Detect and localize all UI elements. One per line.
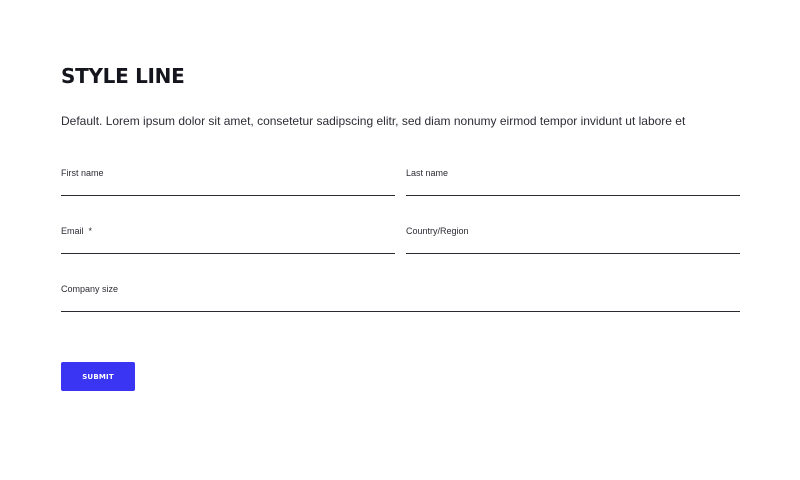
email-input[interactable] [61, 239, 395, 254]
company-size-label: Company size [61, 284, 119, 294]
country-field [406, 225, 740, 259]
first-name-field [61, 167, 395, 201]
company-size-input[interactable] [61, 297, 740, 312]
first-name-label: First name [61, 168, 104, 178]
email-label: Email [61, 226, 84, 236]
form-description: Default. Lorem ipsum dolor sit amet, consetetur sadipscing elitr, sed diam nonumy eirmod tempor invidunt ut labore et [61, 114, 686, 128]
email-field [61, 225, 395, 259]
company-size-field [61, 283, 740, 317]
form-title: STYLE LINE [61, 64, 185, 88]
required-marker: * [88, 226, 93, 236]
first-name-input[interactable] [61, 181, 395, 196]
submit-button[interactable]: SUBMIT [61, 362, 135, 391]
form-container [61, 0, 740, 480]
country-label: Country/Region [406, 226, 469, 236]
email-label-wrap [61, 225, 92, 237]
country-input[interactable] [406, 239, 740, 254]
last-name-field [406, 167, 740, 201]
last-name-input[interactable] [406, 181, 740, 196]
last-name-label: Last name [406, 168, 449, 178]
